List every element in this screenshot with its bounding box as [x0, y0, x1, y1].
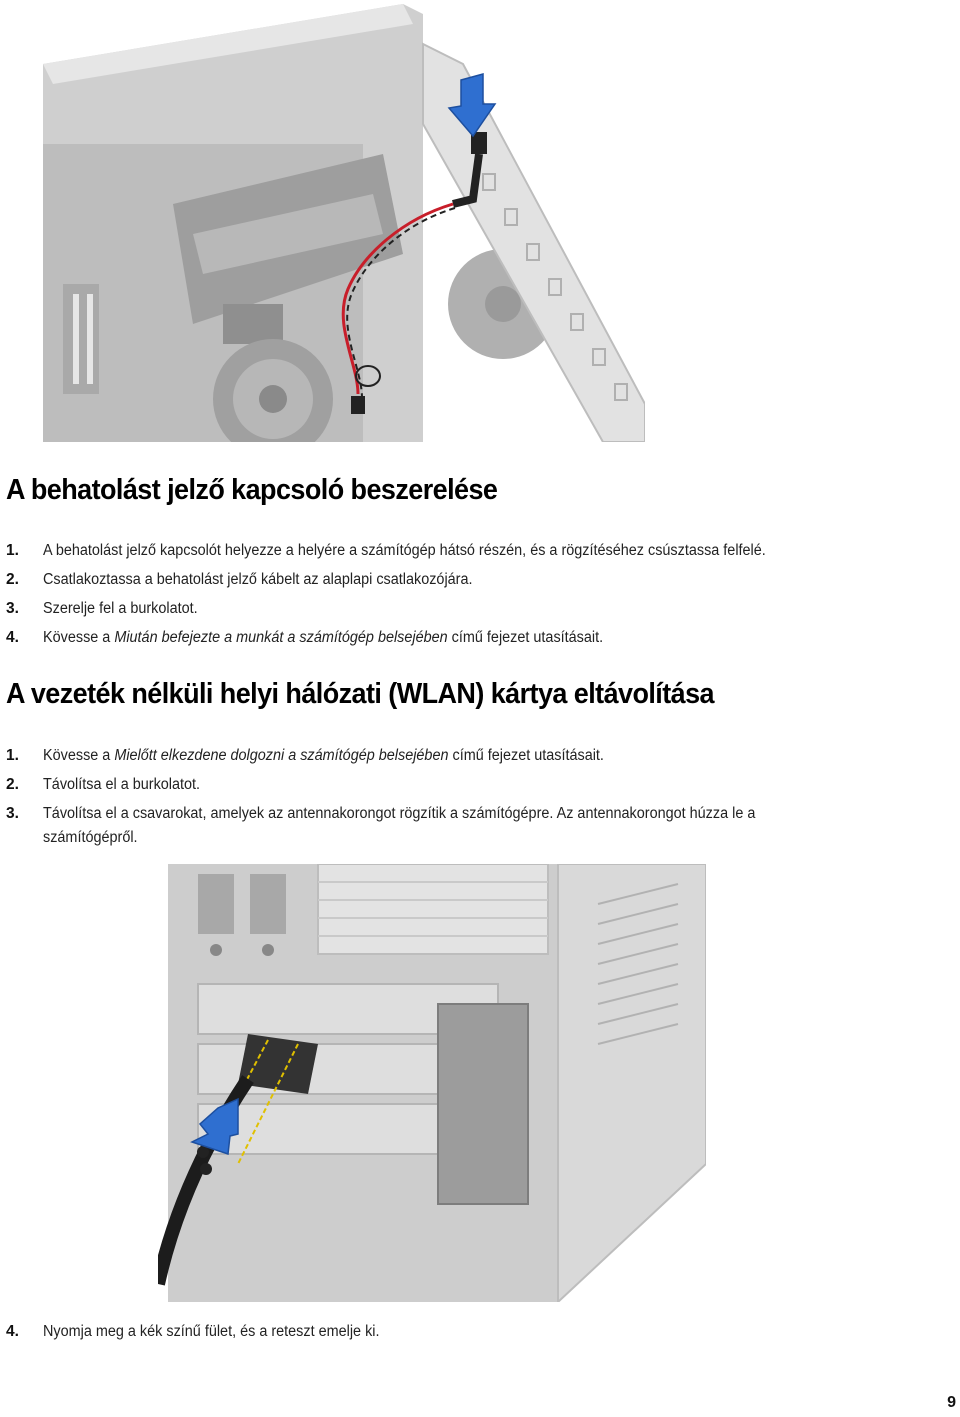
step-text: Szerelje fel a burkolatot.: [43, 600, 198, 617]
step-text-post: című fejezet utasításait.: [448, 747, 604, 764]
step-number: 1.: [6, 542, 19, 559]
list-item: [6, 744, 906, 768]
list-item: [6, 802, 906, 850]
cross-reference-link[interactable]: Mielőtt elkezdene dolgozni a számítógép belsejében: [114, 747, 449, 764]
step-text-pre: Kövesse a: [43, 629, 115, 646]
intrusion-switch-illustration: [43, 4, 645, 442]
list-item: [6, 1320, 906, 1344]
step-number: 4.: [6, 629, 19, 646]
step-number: 1.: [6, 747, 19, 764]
section-title-intrusion-switch: A behatolást jelző kapcsoló beszerelése: [6, 474, 498, 506]
antenna-removal-illustration: [158, 864, 706, 1302]
list-item: [6, 773, 906, 797]
list-item: [6, 597, 906, 621]
step-text: A behatolást jelző kapcsolót helyezze a helyére a számítógép hátsó részén, és a rögzítéséhez csúsztassa felfelé.: [43, 542, 766, 559]
intrusion-steps-list: [6, 539, 906, 655]
page-number: 9: [947, 1394, 956, 1411]
cross-reference-link[interactable]: Miután befejezte a munkát a számítógép belsejében: [114, 629, 448, 646]
list-item: [6, 626, 906, 650]
step-number: 4.: [6, 1323, 19, 1340]
list-item: [6, 539, 906, 563]
step-text-post: című fejezet utasításait.: [447, 629, 604, 646]
step-number: 3.: [6, 805, 19, 822]
step-text: Csatlakoztassa a behatolást jelző kábelt az alaplapi csatlakozójára.: [43, 571, 473, 588]
step-text: [43, 744, 843, 768]
section-title-wlan-removal: A vezeték nélküli helyi hálózati (WLAN) kártya eltávolítása: [6, 678, 714, 710]
step-number: 2.: [6, 776, 19, 793]
step-text: Nyomja meg a kék színű fület, és a reteszt emelje ki.: [43, 1323, 380, 1340]
step-text: [43, 626, 843, 650]
wlan-steps-list: [6, 744, 906, 855]
wlan-steps-list-continued: [6, 1320, 906, 1349]
list-item: [6, 568, 906, 592]
step-number: 2.: [6, 571, 19, 588]
step-text: Távolítsa el a burkolatot.: [43, 776, 201, 793]
step-number: 3.: [6, 600, 19, 617]
step-text: Távolítsa el a csavarokat, amelyek az antennakorongot rögzítik a számítógépre. Az antennakorongot húzza le a számítógépről.: [43, 805, 756, 846]
step-text-pre: Kövesse a: [43, 747, 115, 764]
